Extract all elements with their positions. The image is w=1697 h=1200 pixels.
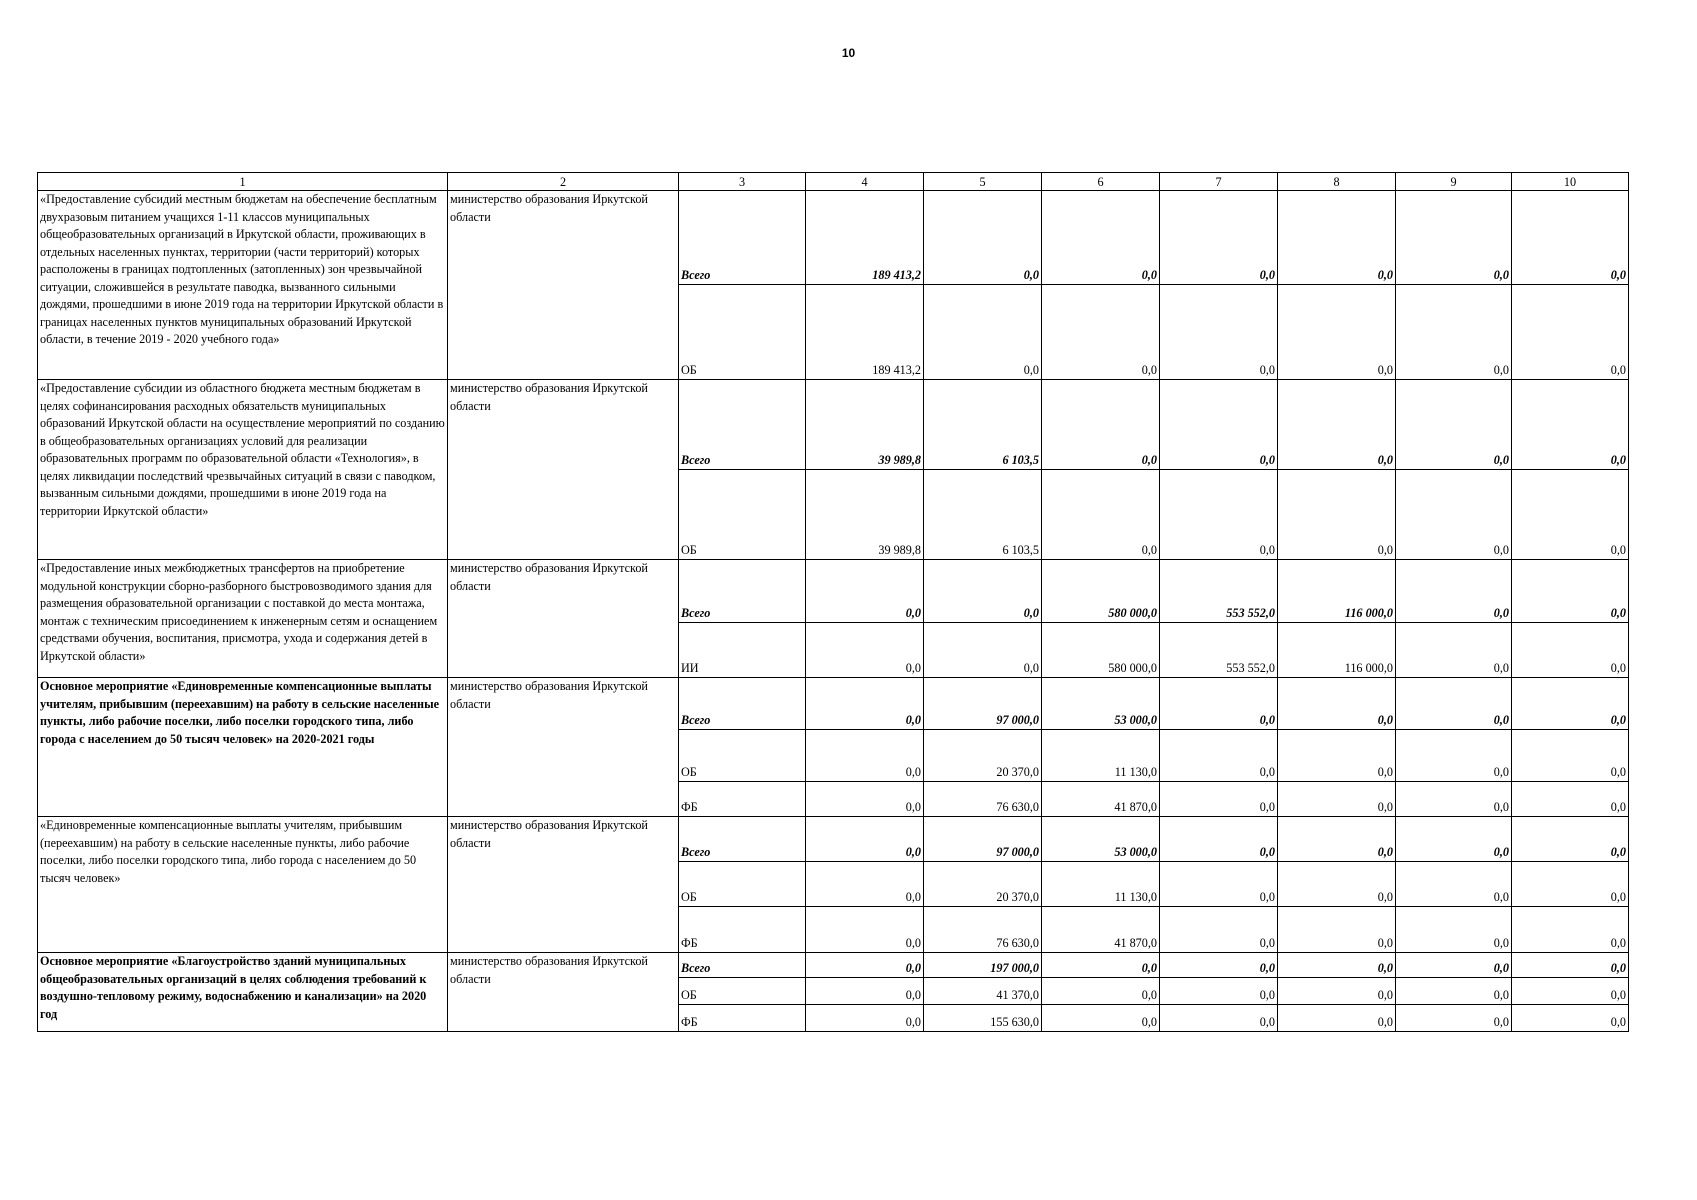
amount-cell: 0,0: [1278, 678, 1396, 730]
amount-cell: 189 413,2: [806, 285, 924, 380]
amount-cell: 116 000,0: [1278, 623, 1396, 678]
funding-source: ФБ: [679, 782, 806, 817]
amount-cell: 0,0: [1042, 1005, 1160, 1032]
amount-cell: 0,0: [1160, 730, 1278, 782]
executor-cell: министерство образования Иркутской области: [448, 678, 679, 817]
amount-cell: 0,0: [1160, 470, 1278, 560]
column-header: 6: [1042, 173, 1160, 191]
budget-table: [37, 172, 1629, 1032]
amount-cell: 553 552,0: [1160, 623, 1278, 678]
amount-cell: 0,0: [1396, 285, 1512, 380]
amount-cell: 0,0: [1278, 782, 1396, 817]
amount-cell: 197 000,0: [924, 953, 1042, 978]
funding-source: Всего: [679, 380, 806, 470]
table-row: [38, 380, 1629, 470]
column-header: 5: [924, 173, 1042, 191]
column-header: 4: [806, 173, 924, 191]
amount-cell: 41 370,0: [924, 978, 1042, 1005]
amount-cell: 0,0: [1278, 907, 1396, 953]
table-row: [38, 560, 1629, 623]
amount-cell: 0,0: [1278, 730, 1396, 782]
amount-cell: 116 000,0: [1278, 560, 1396, 623]
amount-cell: 0,0: [806, 1005, 924, 1032]
funding-source: ИИ: [679, 623, 806, 678]
amount-cell: 0,0: [1512, 978, 1629, 1005]
funding-source: ОБ: [679, 862, 806, 907]
amount-cell: 0,0: [1278, 470, 1396, 560]
amount-cell: 0,0: [806, 817, 924, 862]
funding-source: ОБ: [679, 730, 806, 782]
amount-cell: 0,0: [1512, 623, 1629, 678]
activity-description: «Предоставление субсидий местным бюджетам на обеспечение бесплатным двухразовым питанием учащихся 1-11 классов муниципальных общеобразовательных организаций в Иркутской области, проживающих в отдельных населенных пунктах, территории (части территорий) которых расположены в границах подтопленных (затопленных) зон чрезвычайной ситуации, сложившейся в результате паводка, вызванного сильными дождями, прошедшими в июне 2019 года на территории Иркутской области в границах населенных пунктов муниципальных образований Иркутской области, в течение 2019 - 2020 учебного года»: [38, 191, 448, 380]
page-number: 10: [841, 46, 856, 60]
table-row: [38, 678, 1629, 730]
amount-cell: 0,0: [806, 907, 924, 953]
amount-cell: 0,0: [1512, 560, 1629, 623]
amount-cell: 0,0: [1278, 978, 1396, 1005]
amount-cell: 0,0: [1396, 470, 1512, 560]
amount-cell: 0,0: [1160, 978, 1278, 1005]
amount-cell: 0,0: [1042, 470, 1160, 560]
amount-cell: 0,0: [1160, 817, 1278, 862]
amount-cell: 0,0: [1396, 817, 1512, 862]
amount-cell: 0,0: [1512, 817, 1629, 862]
amount-cell: 0,0: [1160, 907, 1278, 953]
amount-cell: 0,0: [1512, 678, 1629, 730]
amount-cell: 0,0: [1278, 380, 1396, 470]
amount-cell: 41 870,0: [1042, 907, 1160, 953]
amount-cell: 0,0: [1042, 953, 1160, 978]
funding-source: Всего: [679, 817, 806, 862]
column-header: 10: [1512, 173, 1629, 191]
amount-cell: 0,0: [1512, 191, 1629, 285]
activity-description: «Единовременные компенсационные выплаты учителям, прибывшим (переехавшим) на работу в сельские населенные пункты, либо рабочие поселки, либо поселки городского типа, либо города с населением до 50 тысяч человек»: [38, 817, 448, 953]
amount-cell: 0,0: [1160, 862, 1278, 907]
amount-cell: 0,0: [1278, 953, 1396, 978]
executor-cell: министерство образования Иркутской области: [448, 560, 679, 678]
amount-cell: 0,0: [1512, 782, 1629, 817]
funding-source: Всего: [679, 678, 806, 730]
amount-cell: 580 000,0: [1042, 560, 1160, 623]
amount-cell: 553 552,0: [1160, 560, 1278, 623]
amount-cell: 0,0: [806, 623, 924, 678]
amount-cell: 0,0: [806, 560, 924, 623]
amount-cell: 11 130,0: [1042, 730, 1160, 782]
amount-cell: 0,0: [1042, 380, 1160, 470]
amount-cell: 0,0: [1396, 953, 1512, 978]
amount-cell: 53 000,0: [1042, 817, 1160, 862]
amount-cell: 0,0: [1160, 782, 1278, 817]
amount-cell: 0,0: [1160, 678, 1278, 730]
amount-cell: 0,0: [1160, 191, 1278, 285]
amount-cell: 20 370,0: [924, 730, 1042, 782]
amount-cell: 0,0: [1512, 730, 1629, 782]
amount-cell: 0,0: [1278, 191, 1396, 285]
amount-cell: 0,0: [1396, 678, 1512, 730]
amount-cell: 0,0: [1512, 285, 1629, 380]
amount-cell: 0,0: [806, 730, 924, 782]
amount-cell: 0,0: [1396, 730, 1512, 782]
amount-cell: 97 000,0: [924, 678, 1042, 730]
column-header-row: [38, 173, 1629, 191]
column-header: 8: [1278, 173, 1396, 191]
funding-source: ФБ: [679, 1005, 806, 1032]
amount-cell: 0,0: [1512, 1005, 1629, 1032]
amount-cell: 0,0: [806, 978, 924, 1005]
amount-cell: 0,0: [1396, 907, 1512, 953]
activity-description: «Предоставление субсидии из областного бюджета местным бюджетам в целях софинансирования расходных обязательств муниципальных образований Иркутской области на осуществление мероприятий по созданию в общеобразовательных организациях условий для реализации образовательных программ по образовательной области «Технология», в целях ликвидации последствий чрезвычайных ситуаций в связи с паводком, вызванным сильными дождями, прошедшими в июне 2019 года на территории Иркутской области»: [38, 380, 448, 560]
activity-description: «Предоставление иных межбюджетных трансфертов на приобретение модульной конструкции сборно-разборного быстровозводимого здания для размещения образовательной организации с поставкой до места монтажа, монтаж с техническим присоединением к инженерным сетям и оснащением средствами обучения, воспитания, присмотра, ухода и содержания детей в Иркутской области»: [38, 560, 448, 678]
amount-cell: 0,0: [1396, 782, 1512, 817]
funding-source: Всего: [679, 191, 806, 285]
funding-source: ОБ: [679, 470, 806, 560]
executor-cell: министерство образования Иркутской области: [448, 191, 679, 380]
amount-cell: 0,0: [1512, 953, 1629, 978]
amount-cell: 0,0: [1042, 978, 1160, 1005]
amount-cell: 41 870,0: [1042, 782, 1160, 817]
amount-cell: 0,0: [1160, 285, 1278, 380]
amount-cell: 0,0: [1512, 470, 1629, 560]
amount-cell: 0,0: [1512, 380, 1629, 470]
amount-cell: 0,0: [806, 862, 924, 907]
amount-cell: 580 000,0: [1042, 623, 1160, 678]
executor-cell: министерство образования Иркутской области: [448, 380, 679, 560]
amount-cell: 0,0: [1160, 953, 1278, 978]
amount-cell: 0,0: [1396, 191, 1512, 285]
amount-cell: 0,0: [806, 678, 924, 730]
amount-cell: 39 989,8: [806, 470, 924, 560]
amount-cell: 0,0: [1278, 1005, 1396, 1032]
amount-cell: 0,0: [1396, 380, 1512, 470]
amount-cell: 0,0: [1396, 623, 1512, 678]
column-header: 3: [679, 173, 806, 191]
amount-cell: 0,0: [1396, 1005, 1512, 1032]
activity-description: Основное мероприятие «Единовременные компенсационные выплаты учителям, прибывшим (переехавшим) на работу в сельские населенные пункты, либо рабочие поселки, либо поселки городского типа, либо города с населением до 50 тысяч человек» на 2020-2021 годы: [38, 678, 448, 817]
amount-cell: 0,0: [1278, 817, 1396, 862]
column-header: 2: [448, 173, 679, 191]
amount-cell: 155 630,0: [924, 1005, 1042, 1032]
amount-cell: 0,0: [806, 782, 924, 817]
funding-source: ФБ: [679, 907, 806, 953]
column-header: 9: [1396, 173, 1512, 191]
activity-description: Основное мероприятие «Благоустройство зданий муниципальных общеобразовательных организаций в целях соблюдения требований к воздушно-тепловому режиму, водоснабжению и канализации» на 2020 год: [38, 953, 448, 1032]
column-header: 1: [38, 173, 448, 191]
amount-cell: 6 103,5: [924, 470, 1042, 560]
executor-cell: министерство образования Иркутской области: [448, 817, 679, 953]
amount-cell: 0,0: [924, 191, 1042, 285]
amount-cell: 6 103,5: [924, 380, 1042, 470]
amount-cell: 39 989,8: [806, 380, 924, 470]
amount-cell: 0,0: [1396, 560, 1512, 623]
funding-source: ОБ: [679, 285, 806, 380]
amount-cell: 11 130,0: [1042, 862, 1160, 907]
amount-cell: 0,0: [1042, 285, 1160, 380]
amount-cell: 0,0: [1278, 285, 1396, 380]
amount-cell: 0,0: [1512, 862, 1629, 907]
amount-cell: 76 630,0: [924, 907, 1042, 953]
amount-cell: 0,0: [924, 560, 1042, 623]
column-header: 7: [1160, 173, 1278, 191]
amount-cell: 0,0: [1160, 380, 1278, 470]
executor-cell: министерство образования Иркутской области: [448, 953, 679, 1032]
funding-source: ОБ: [679, 978, 806, 1005]
table-row: [38, 191, 1629, 285]
amount-cell: 0,0: [806, 953, 924, 978]
amount-cell: 97 000,0: [924, 817, 1042, 862]
amount-cell: 20 370,0: [924, 862, 1042, 907]
amount-cell: 0,0: [1512, 907, 1629, 953]
amount-cell: 76 630,0: [924, 782, 1042, 817]
amount-cell: 0,0: [1160, 1005, 1278, 1032]
amount-cell: 0,0: [1396, 862, 1512, 907]
amount-cell: 0,0: [924, 285, 1042, 380]
amount-cell: 0,0: [1396, 978, 1512, 1005]
amount-cell: 53 000,0: [1042, 678, 1160, 730]
funding-source: Всего: [679, 560, 806, 623]
amount-cell: 0,0: [924, 623, 1042, 678]
amount-cell: 189 413,2: [806, 191, 924, 285]
table-row: [38, 817, 1629, 862]
amount-cell: 0,0: [1042, 191, 1160, 285]
funding-source: Всего: [679, 953, 806, 978]
table-row: [38, 953, 1629, 978]
amount-cell: 0,0: [1278, 862, 1396, 907]
